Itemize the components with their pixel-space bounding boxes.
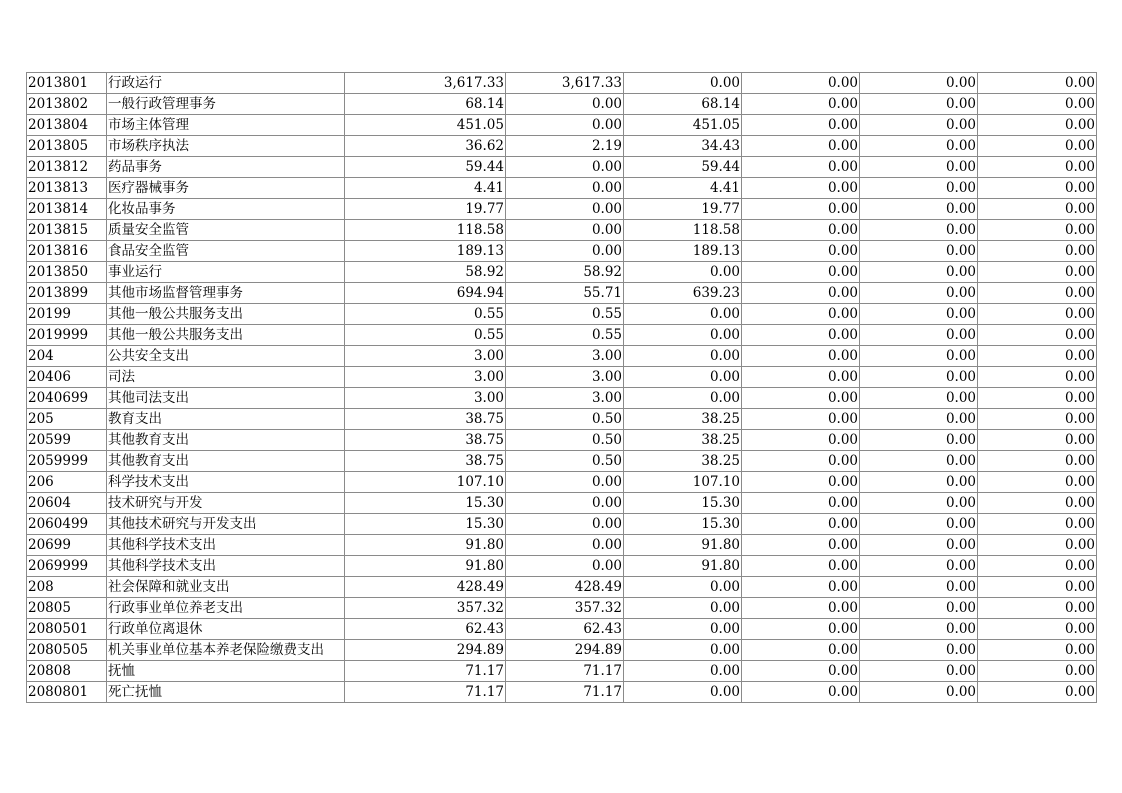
amount-cell: 0.00	[978, 577, 1097, 598]
table-row	[27, 640, 1097, 661]
amount-cell: 0.00	[978, 262, 1097, 283]
amount-cell: 62.43	[345, 619, 506, 640]
amount-cell: 0.00	[742, 367, 860, 388]
table-row	[27, 199, 1097, 220]
amount-cell: 0.00	[624, 325, 742, 346]
table-row	[27, 220, 1097, 241]
subject-name-cell: 公共安全支出	[107, 346, 345, 367]
table-row	[27, 472, 1097, 493]
amount-cell: 3.00	[506, 367, 624, 388]
subject-name-cell: 死亡抚恤	[107, 682, 345, 703]
amount-cell: 0.00	[860, 514, 978, 535]
amount-cell: 3.00	[506, 388, 624, 409]
table-row	[27, 94, 1097, 115]
amount-cell: 428.49	[345, 577, 506, 598]
amount-cell: 0.50	[506, 430, 624, 451]
amount-cell: 0.00	[742, 640, 860, 661]
amount-cell: 0.00	[978, 199, 1097, 220]
amount-cell: 38.75	[345, 430, 506, 451]
amount-cell: 0.00	[860, 115, 978, 136]
amount-cell: 38.75	[345, 409, 506, 430]
subject-code-cell: 2013816	[27, 241, 107, 262]
amount-cell: 0.00	[860, 199, 978, 220]
amount-cell: 0.00	[978, 514, 1097, 535]
table-row	[27, 661, 1097, 682]
amount-cell: 0.00	[624, 262, 742, 283]
amount-cell: 0.00	[860, 640, 978, 661]
subject-name-cell: 其他科学技术支出	[107, 556, 345, 577]
table-row	[27, 598, 1097, 619]
amount-cell: 38.25	[624, 409, 742, 430]
amount-cell: 0.00	[860, 619, 978, 640]
amount-cell: 0.00	[860, 94, 978, 115]
amount-cell: 0.00	[742, 430, 860, 451]
subject-code-cell: 208	[27, 577, 107, 598]
subject-name-cell: 药品事务	[107, 157, 345, 178]
amount-cell: 0.00	[860, 304, 978, 325]
table-row	[27, 73, 1097, 94]
table-row	[27, 535, 1097, 556]
amount-cell: 0.00	[742, 283, 860, 304]
table-row	[27, 304, 1097, 325]
amount-cell: 0.00	[978, 430, 1097, 451]
amount-cell: 451.05	[345, 115, 506, 136]
table-row	[27, 619, 1097, 640]
amount-cell: 0.00	[742, 472, 860, 493]
amount-cell: 55.71	[506, 283, 624, 304]
amount-cell: 0.00	[978, 157, 1097, 178]
amount-cell: 0.00	[978, 661, 1097, 682]
subject-code-cell: 20604	[27, 493, 107, 514]
subject-code-cell: 2013815	[27, 220, 107, 241]
subject-code-cell: 2013899	[27, 283, 107, 304]
amount-cell: 3.00	[345, 367, 506, 388]
amount-cell: 58.92	[506, 262, 624, 283]
subject-code-cell: 2019999	[27, 325, 107, 346]
table-body	[27, 73, 1097, 703]
amount-cell: 0.00	[978, 94, 1097, 115]
subject-code-cell: 2080801	[27, 682, 107, 703]
subject-code-cell: 20599	[27, 430, 107, 451]
table-row	[27, 325, 1097, 346]
subject-name-cell: 一般行政管理事务	[107, 94, 345, 115]
amount-cell: 0.00	[742, 220, 860, 241]
subject-name-cell: 其他一般公共服务支出	[107, 325, 345, 346]
table-row	[27, 262, 1097, 283]
amount-cell: 0.00	[860, 367, 978, 388]
amount-cell: 0.00	[742, 409, 860, 430]
amount-cell: 38.25	[624, 451, 742, 472]
subject-name-cell: 机关事业单位基本养老保险缴费支出	[107, 640, 345, 661]
amount-cell: 38.25	[624, 430, 742, 451]
amount-cell: 0.00	[860, 598, 978, 619]
amount-cell: 2.19	[506, 136, 624, 157]
amount-cell: 0.00	[978, 388, 1097, 409]
table-row	[27, 136, 1097, 157]
amount-cell: 0.00	[978, 451, 1097, 472]
amount-cell: 0.00	[742, 346, 860, 367]
amount-cell: 3,617.33	[506, 73, 624, 94]
subject-name-cell: 其他技术研究与开发支出	[107, 514, 345, 535]
amount-cell: 0.00	[624, 682, 742, 703]
subject-name-cell: 其他科学技术支出	[107, 535, 345, 556]
table-row	[27, 430, 1097, 451]
amount-cell: 0.55	[506, 304, 624, 325]
amount-cell: 0.00	[742, 304, 860, 325]
table-row	[27, 577, 1097, 598]
amount-cell: 0.00	[978, 283, 1097, 304]
amount-cell: 451.05	[624, 115, 742, 136]
amount-cell: 0.00	[860, 136, 978, 157]
subject-name-cell: 其他教育支出	[107, 451, 345, 472]
subject-code-cell: 2069999	[27, 556, 107, 577]
amount-cell: 189.13	[624, 241, 742, 262]
amount-cell: 15.30	[345, 514, 506, 535]
amount-cell: 15.30	[345, 493, 506, 514]
amount-cell: 0.00	[860, 241, 978, 262]
amount-cell: 0.00	[860, 472, 978, 493]
amount-cell: 0.00	[860, 73, 978, 94]
amount-cell: 0.00	[978, 346, 1097, 367]
amount-cell: 0.00	[506, 514, 624, 535]
subject-code-cell: 20805	[27, 598, 107, 619]
amount-cell: 0.00	[742, 598, 860, 619]
amount-cell: 71.17	[345, 661, 506, 682]
subject-code-cell: 204	[27, 346, 107, 367]
subject-name-cell: 医疗器械事务	[107, 178, 345, 199]
subject-code-cell: 2013812	[27, 157, 107, 178]
amount-cell: 62.43	[506, 619, 624, 640]
table-row	[27, 178, 1097, 199]
amount-cell: 91.80	[624, 556, 742, 577]
subject-name-cell: 其他一般公共服务支出	[107, 304, 345, 325]
amount-cell: 15.30	[624, 493, 742, 514]
amount-cell: 0.00	[506, 199, 624, 220]
amount-cell: 0.00	[624, 304, 742, 325]
amount-cell: 0.00	[506, 556, 624, 577]
subject-name-cell: 其他司法支出	[107, 388, 345, 409]
subject-code-cell: 2013814	[27, 199, 107, 220]
amount-cell: 0.00	[742, 73, 860, 94]
subject-code-cell: 2013813	[27, 178, 107, 199]
subject-code-cell: 2059999	[27, 451, 107, 472]
amount-cell: 91.80	[624, 535, 742, 556]
amount-cell: 0.00	[978, 535, 1097, 556]
table-row	[27, 241, 1097, 262]
subject-code-cell: 2040699	[27, 388, 107, 409]
amount-cell: 294.89	[506, 640, 624, 661]
amount-cell: 0.00	[742, 136, 860, 157]
amount-cell: 34.43	[624, 136, 742, 157]
amount-cell: 0.00	[860, 682, 978, 703]
amount-cell: 0.00	[978, 220, 1097, 241]
subject-code-cell: 205	[27, 409, 107, 430]
amount-cell: 0.00	[506, 94, 624, 115]
amount-cell: 0.00	[742, 325, 860, 346]
table-row	[27, 493, 1097, 514]
amount-cell: 0.00	[742, 157, 860, 178]
table-row	[27, 115, 1097, 136]
amount-cell: 118.58	[345, 220, 506, 241]
amount-cell: 0.00	[860, 409, 978, 430]
subject-name-cell: 其他教育支出	[107, 430, 345, 451]
subject-name-cell: 质量安全监管	[107, 220, 345, 241]
subject-name-cell: 社会保障和就业支出	[107, 577, 345, 598]
amount-cell: 0.00	[742, 535, 860, 556]
amount-cell: 0.00	[978, 409, 1097, 430]
subject-code-cell: 2080505	[27, 640, 107, 661]
subject-name-cell: 行政事业单位养老支出	[107, 598, 345, 619]
amount-cell: 4.41	[624, 178, 742, 199]
amount-cell: 0.00	[978, 304, 1097, 325]
amount-cell: 0.00	[624, 388, 742, 409]
subject-code-cell: 2013802	[27, 94, 107, 115]
subject-code-cell: 2060499	[27, 514, 107, 535]
amount-cell: 58.92	[345, 262, 506, 283]
table-row	[27, 346, 1097, 367]
amount-cell: 0.00	[860, 220, 978, 241]
amount-cell: 0.00	[978, 325, 1097, 346]
amount-cell: 357.32	[345, 598, 506, 619]
amount-cell: 59.44	[345, 157, 506, 178]
subject-name-cell: 其他市场监督管理事务	[107, 283, 345, 304]
amount-cell: 0.00	[742, 451, 860, 472]
amount-cell: 0.00	[742, 556, 860, 577]
amount-cell: 0.00	[978, 241, 1097, 262]
amount-cell: 0.00	[860, 493, 978, 514]
subject-name-cell: 司法	[107, 367, 345, 388]
amount-cell: 19.77	[345, 199, 506, 220]
amount-cell: 59.44	[624, 157, 742, 178]
amount-cell: 0.00	[978, 115, 1097, 136]
subject-code-cell: 2013801	[27, 73, 107, 94]
table-row	[27, 682, 1097, 703]
amount-cell: 0.00	[860, 262, 978, 283]
amount-cell: 0.00	[860, 157, 978, 178]
amount-cell: 3,617.33	[345, 73, 506, 94]
amount-cell: 0.00	[860, 577, 978, 598]
amount-cell: 428.49	[506, 577, 624, 598]
amount-cell: 0.00	[624, 346, 742, 367]
amount-cell: 0.00	[742, 199, 860, 220]
expenditure-table	[26, 72, 1097, 703]
subject-code-cell: 2080501	[27, 619, 107, 640]
amount-cell: 0.50	[506, 451, 624, 472]
subject-name-cell: 科学技术支出	[107, 472, 345, 493]
subject-name-cell: 行政运行	[107, 73, 345, 94]
amount-cell: 189.13	[345, 241, 506, 262]
amount-cell: 91.80	[345, 556, 506, 577]
amount-cell: 19.77	[624, 199, 742, 220]
subject-code-cell: 20699	[27, 535, 107, 556]
amount-cell: 0.00	[978, 598, 1097, 619]
amount-cell: 91.80	[345, 535, 506, 556]
amount-cell: 0.00	[742, 619, 860, 640]
amount-cell: 15.30	[624, 514, 742, 535]
amount-cell: 0.00	[742, 241, 860, 262]
table-row	[27, 388, 1097, 409]
amount-cell: 0.00	[978, 472, 1097, 493]
amount-cell: 0.00	[860, 451, 978, 472]
subject-code-cell: 2013805	[27, 136, 107, 157]
table-row	[27, 451, 1097, 472]
amount-cell: 71.17	[345, 682, 506, 703]
amount-cell: 107.10	[624, 472, 742, 493]
table-row	[27, 409, 1097, 430]
amount-cell: 694.94	[345, 283, 506, 304]
amount-cell: 0.00	[860, 283, 978, 304]
amount-cell: 0.00	[506, 157, 624, 178]
amount-cell: 0.00	[860, 661, 978, 682]
amount-cell: 0.00	[860, 325, 978, 346]
amount-cell: 4.41	[345, 178, 506, 199]
amount-cell: 0.00	[860, 178, 978, 199]
amount-cell: 639.23	[624, 283, 742, 304]
subject-name-cell: 行政单位离退休	[107, 619, 345, 640]
amount-cell: 0.00	[860, 346, 978, 367]
amount-cell: 38.75	[345, 451, 506, 472]
amount-cell: 0.00	[860, 556, 978, 577]
amount-cell: 0.00	[742, 577, 860, 598]
amount-cell: 0.00	[506, 178, 624, 199]
amount-cell: 0.00	[742, 514, 860, 535]
amount-cell: 0.00	[624, 73, 742, 94]
amount-cell: 68.14	[624, 94, 742, 115]
amount-cell: 0.00	[860, 388, 978, 409]
amount-cell: 68.14	[345, 94, 506, 115]
amount-cell: 0.00	[742, 682, 860, 703]
amount-cell: 0.00	[624, 661, 742, 682]
amount-cell: 118.58	[624, 220, 742, 241]
amount-cell: 0.00	[978, 640, 1097, 661]
amount-cell: 0.00	[742, 262, 860, 283]
amount-cell: 0.50	[506, 409, 624, 430]
subject-code-cell: 20808	[27, 661, 107, 682]
amount-cell: 0.00	[742, 388, 860, 409]
amount-cell: 0.00	[506, 493, 624, 514]
amount-cell: 0.55	[345, 325, 506, 346]
amount-cell: 0.00	[742, 178, 860, 199]
subject-name-cell: 教育支出	[107, 409, 345, 430]
subject-code-cell: 20406	[27, 367, 107, 388]
amount-cell: 0.55	[506, 325, 624, 346]
amount-cell: 0.00	[742, 661, 860, 682]
amount-cell: 0.00	[860, 430, 978, 451]
amount-cell: 3.00	[506, 346, 624, 367]
amount-cell: 0.00	[978, 367, 1097, 388]
subject-name-cell: 食品安全监管	[107, 241, 345, 262]
subject-code-cell: 2013850	[27, 262, 107, 283]
amount-cell: 0.00	[506, 220, 624, 241]
amount-cell: 0.00	[742, 493, 860, 514]
amount-cell: 357.32	[506, 598, 624, 619]
expenditure-table-page	[26, 72, 1096, 703]
amount-cell: 0.00	[624, 640, 742, 661]
table-row	[27, 367, 1097, 388]
amount-cell: 71.17	[506, 661, 624, 682]
amount-cell: 0.00	[978, 493, 1097, 514]
amount-cell: 0.00	[624, 598, 742, 619]
amount-cell: 0.00	[978, 556, 1097, 577]
subject-name-cell: 市场秩序执法	[107, 136, 345, 157]
subject-code-cell: 206	[27, 472, 107, 493]
amount-cell: 0.00	[624, 577, 742, 598]
amount-cell: 0.00	[978, 73, 1097, 94]
subject-code-cell: 20199	[27, 304, 107, 325]
amount-cell: 0.00	[978, 619, 1097, 640]
amount-cell: 71.17	[506, 682, 624, 703]
amount-cell: 0.00	[978, 682, 1097, 703]
amount-cell: 0.00	[506, 241, 624, 262]
amount-cell: 0.00	[742, 94, 860, 115]
subject-name-cell: 化妆品事务	[107, 199, 345, 220]
table-row	[27, 556, 1097, 577]
amount-cell: 0.55	[345, 304, 506, 325]
amount-cell: 294.89	[345, 640, 506, 661]
amount-cell: 0.00	[860, 535, 978, 556]
subject-name-cell: 抚恤	[107, 661, 345, 682]
amount-cell: 3.00	[345, 388, 506, 409]
amount-cell: 0.00	[624, 367, 742, 388]
amount-cell: 0.00	[978, 136, 1097, 157]
amount-cell: 36.62	[345, 136, 506, 157]
amount-cell: 0.00	[742, 115, 860, 136]
table-row	[27, 157, 1097, 178]
subject-name-cell: 市场主体管理	[107, 115, 345, 136]
table-row	[27, 514, 1097, 535]
subject-name-cell: 技术研究与开发	[107, 493, 345, 514]
amount-cell: 0.00	[506, 535, 624, 556]
amount-cell: 3.00	[345, 346, 506, 367]
amount-cell: 0.00	[506, 472, 624, 493]
subject-code-cell: 2013804	[27, 115, 107, 136]
amount-cell: 0.00	[506, 115, 624, 136]
amount-cell: 107.10	[345, 472, 506, 493]
subject-name-cell: 事业运行	[107, 262, 345, 283]
amount-cell: 0.00	[624, 619, 742, 640]
amount-cell: 0.00	[978, 178, 1097, 199]
table-row	[27, 283, 1097, 304]
